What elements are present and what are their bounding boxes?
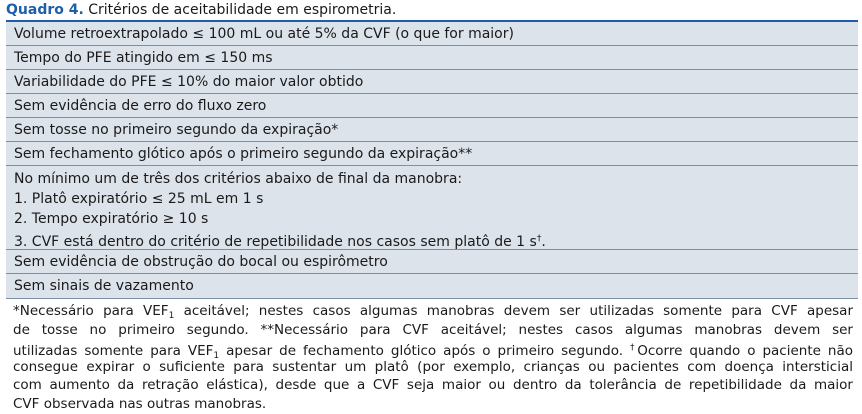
footnote-text: utilizadas somente para VEF	[13, 343, 214, 360]
footnote-line	[13, 339, 854, 362]
footnote-text: *Necessário para VEF	[13, 303, 169, 319]
end-criteria-intro: No mínimo um de três dos critérios abaixo de final da manobra:	[14, 171, 463, 187]
end-criteria-item-3	[14, 229, 850, 249]
row-text: Variabilidade do PFE ≤ 10% do maior valor obtido	[14, 74, 364, 90]
row-text: Sem fechamento glótico após o primeiro segundo da expiração**	[14, 146, 473, 162]
row-text: Sem evidência de erro do fluxo zero	[14, 98, 267, 114]
dagger-mark: †	[630, 343, 638, 354]
caption-label: Quadro 4.	[6, 2, 84, 18]
table-row	[6, 274, 858, 298]
footnote-text: aceitável; nestes casos algumas manobras devem ser utilizadas somente para CVF apesar	[174, 303, 854, 319]
row-text: Volume retroextrapolado ≤ 100 mL ou até 5% da CVF (o que for maior)	[14, 26, 514, 42]
table-caption	[6, 1, 396, 19]
subscript: 1	[168, 311, 175, 321]
table-row-end-criteria	[6, 166, 858, 250]
footnote-text: Ocorre quando o paciente não	[637, 343, 854, 360]
table-row	[6, 46, 858, 70]
table-row	[6, 70, 858, 94]
footnote-text: apesar de fechamento glótico após o primeiro segundo.	[219, 343, 631, 360]
footnote-line: consegue expirar o suficiente para sustentar um platô (por exemplo, crianças ou pacientes com doença intersticial	[13, 358, 853, 375]
footnote-line: com aumento da retração elástica), desde que a CVF seja maior ou dentro da tolerância de repetibilidade da maior	[13, 377, 853, 394]
table-row	[6, 250, 858, 274]
row-text: Sem evidência de obstrução do bocal ou espirômetro	[14, 254, 388, 270]
table-row	[6, 94, 858, 118]
criteria-table	[6, 20, 858, 299]
table-row	[6, 118, 858, 142]
caption-title: Critérios de aceitabilidade em espirometria.	[88, 2, 397, 18]
table-footnote	[13, 302, 853, 414]
table-row	[6, 142, 858, 166]
end-criteria-item-3-text: 3. CVF está dentro do critério de repetibilidade nos casos sem platô de 1 s	[14, 234, 537, 250]
footnote-line	[13, 302, 853, 321]
footnote-line: de tosse no primeiro segundo. **Necessário para CVF aceitável; nestes casos algumas manobras devem ser	[13, 321, 853, 338]
row-text: Tempo do PFE atingido em ≤ 150 ms	[14, 50, 273, 66]
end-criteria-item-3-end: .	[541, 234, 546, 250]
end-criteria-item-1: 1. Platô expiratório ≤ 25 mL em 1 s	[14, 191, 264, 207]
dagger-mark: †	[536, 234, 542, 244]
end-criteria-item-2: 2. Tempo expiratório ≥ 10 s	[14, 211, 209, 227]
table-row	[6, 22, 858, 46]
footnote-line: CVF observada nas outras manobras.	[13, 395, 267, 412]
subscript: 1	[213, 351, 220, 362]
row-text: Sem tosse no primeiro segundo da expiração*	[14, 122, 339, 138]
row-text: Sem sinais de vazamento	[14, 278, 194, 294]
